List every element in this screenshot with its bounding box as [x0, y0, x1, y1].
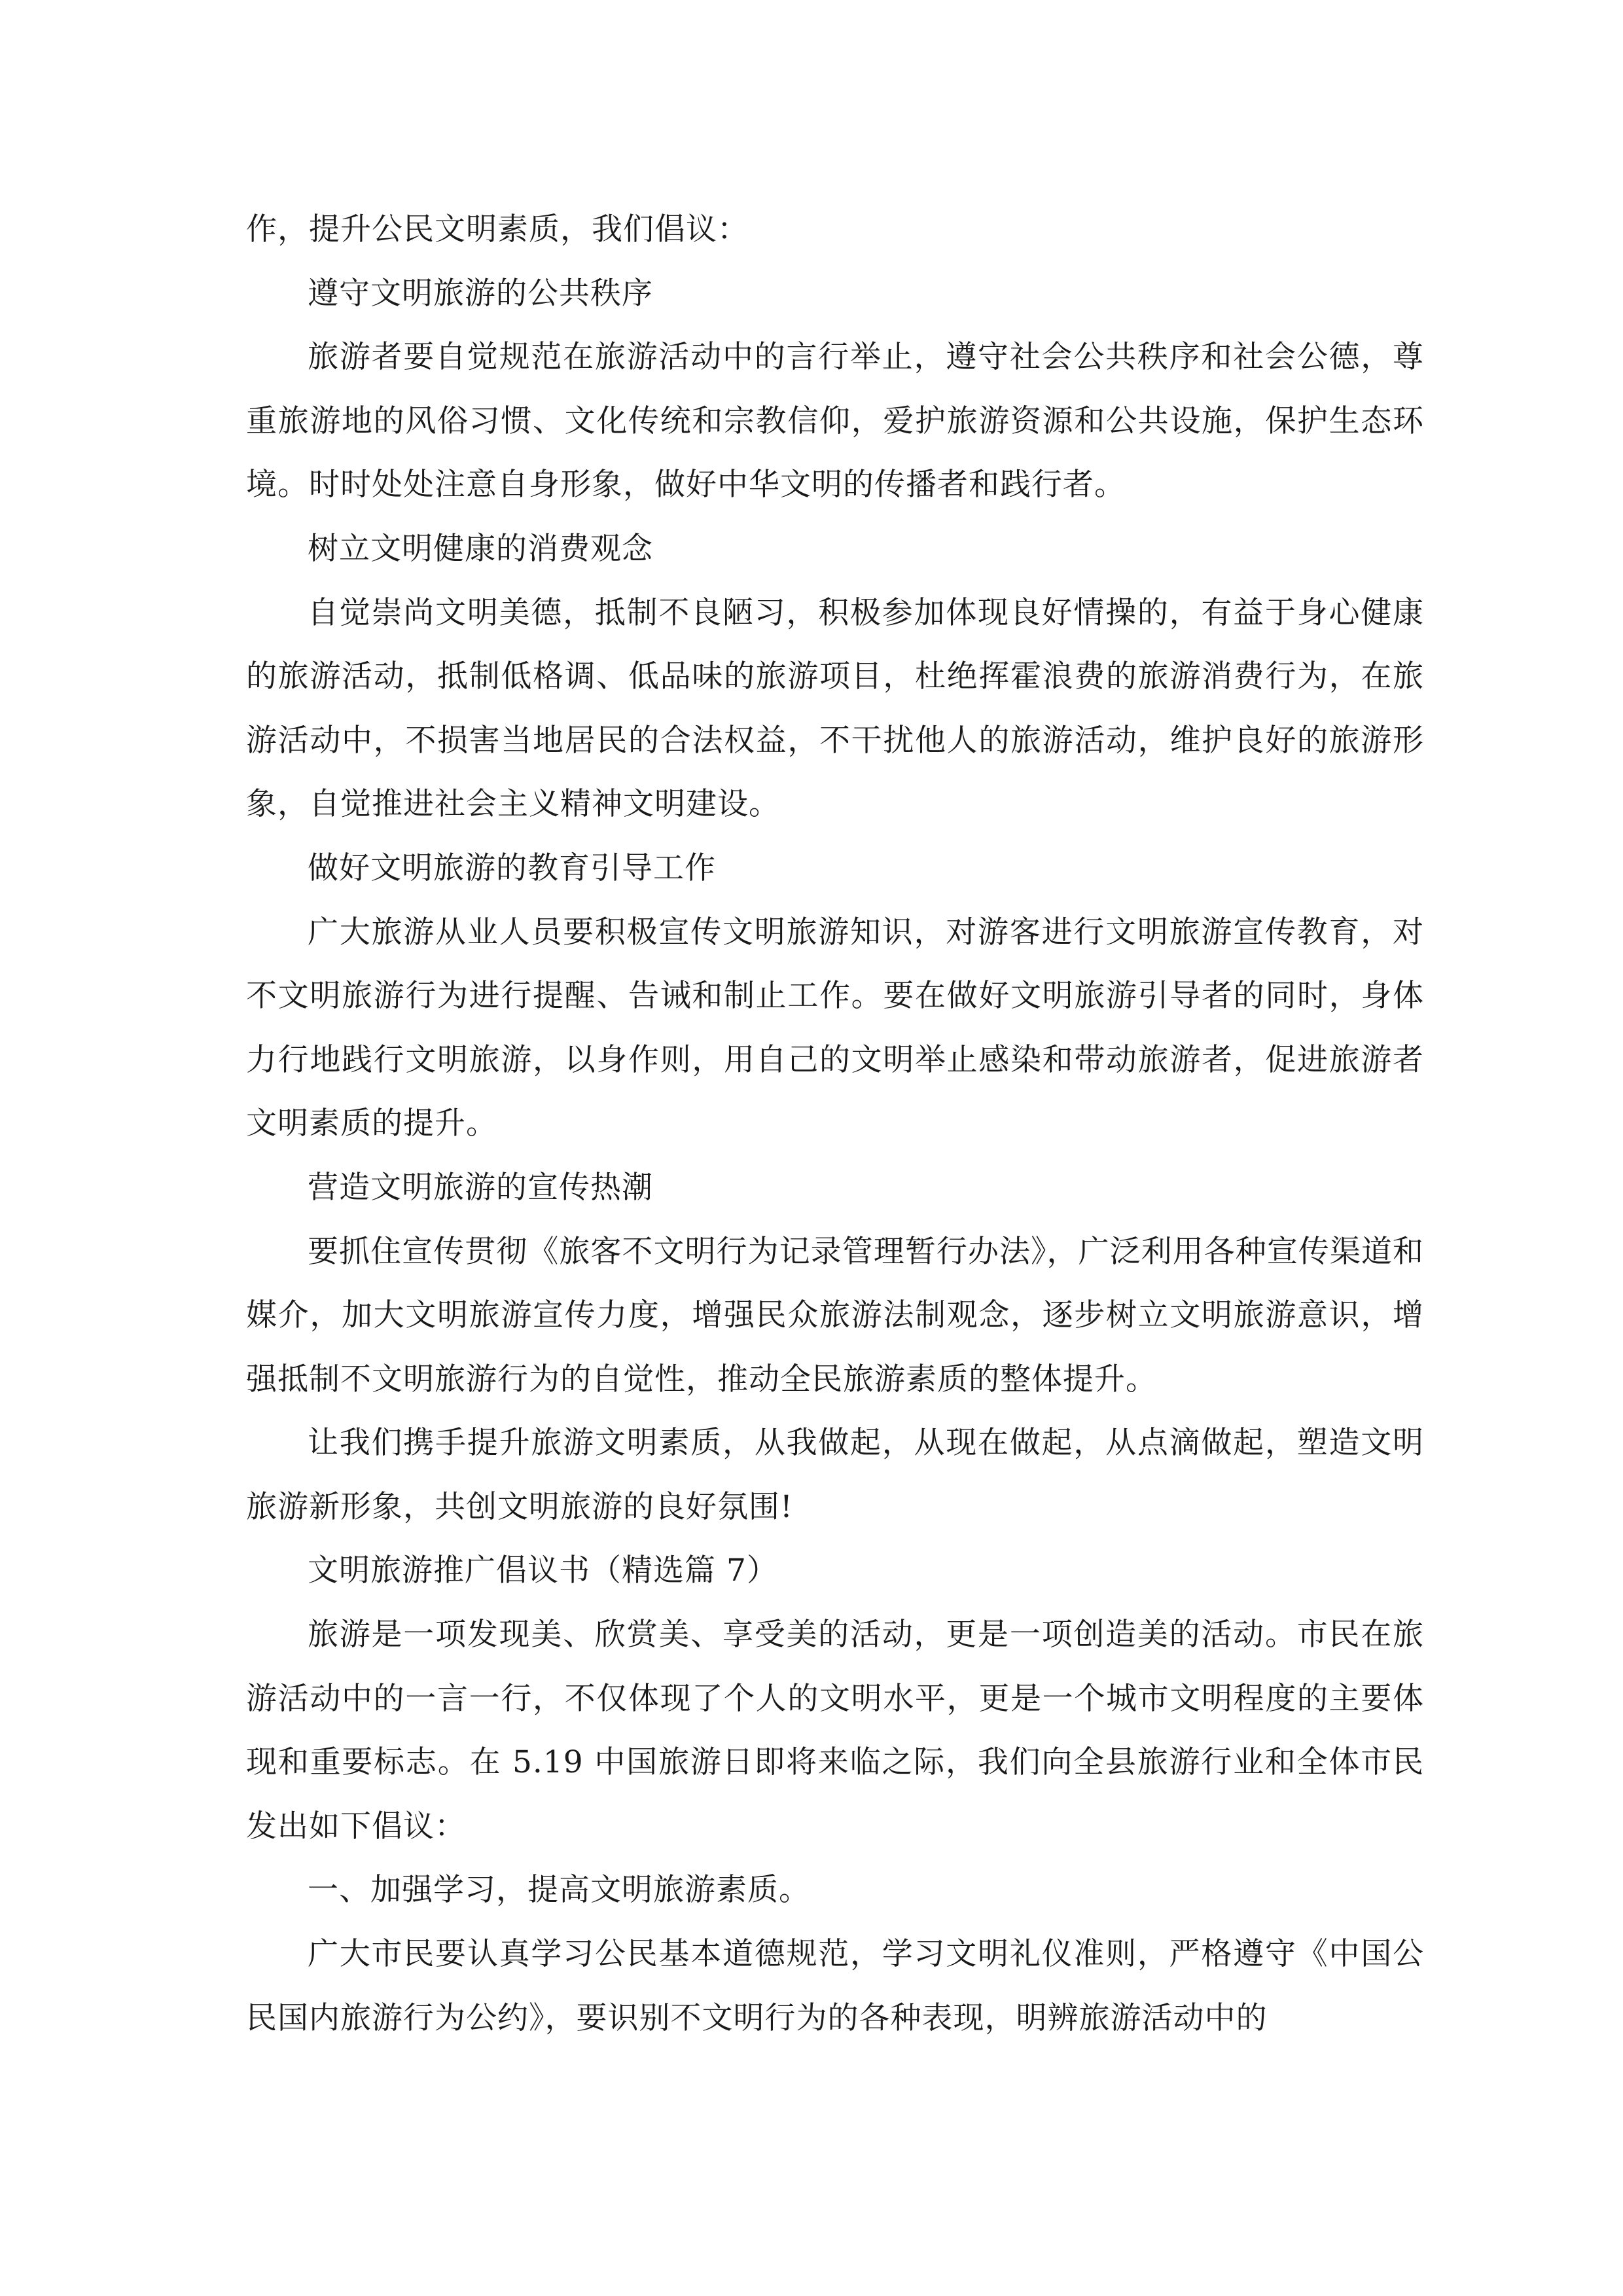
paragraph-continuation: 作，提升公民文明素质，我们倡议： [246, 211, 749, 247]
paragraph-study: 广大市民要认真学习公民基本道德规范，学习文明礼仪准则，严格遵守《中国公民国内旅游行为公约》，要识别不文明行为的各种表现，明辨旅游活动中的 [246, 1936, 1424, 2036]
paragraph-consumption: 自觉崇尚文明美德，抵制不良陋习，积极参加体现良好情操的，有益于身心健康的旅游活动，抵制低格调、低品味的旅游项目，杜绝挥霍浪费的旅游消费行为，在旅游活动中，不损害当地居民的合法权益，不干扰他人的旅游活动，维护良好的旅游形象，自觉推进社会主义精神文明建设。 [246, 594, 1424, 823]
paragraph-public-order: 旅游者要自觉规范在旅游活动中的言行举止，遵守社会公共秩序和社会公德，尊重旅游地的风俗习惯、文化传统和宗教信仰，爱护旅游资源和公共设施，保护生态环境。时时处处注意自身形象，做好中华文明的传播者和践行者。 [246, 339, 1424, 503]
paragraph-education: 广大旅游从业人员要积极宣传文明旅游知识，对游客进行文明旅游宣传教育，对不文明旅游行为进行提醒、告诫和制止工作。要在做好文明旅游引导者的同时，身体力行地践行文明旅游，以身作则，用自己的文明举止感染和带动旅游者，促进旅游者文明素质的提升。 [246, 914, 1424, 1142]
paragraph-publicity: 要抓住宣传贯彻《旅客不文明行为记录管理暂行办法》，广泛利用各种宣传渠道和媒介，加大文明旅游宣传力度，增强民众旅游法制观念，逐步树立文明旅游意识，增强抵制不文明旅游行为的自觉性，推动全民旅游素质的整体提升。 [246, 1233, 1424, 1397]
section-heading-consumption: 树立文明健康的消费观念 [308, 530, 653, 567]
paragraph-intro: 旅游是一项发现美、欣赏美、享受美的活动，更是一项创造美的活动。市民在旅游活动中的一言一行，不仅体现了个人的文明水平，更是一个城市文明程度的主要体现和重要标志。在 5.19 中国旅游日即将来临之际，我们向全县旅游行业和全体市民发出如下倡议： [246, 1617, 1424, 1844]
paragraph-closing: 让我们携手提升旅游文明素质，从我做起，从现在做起，从点滴做起，塑造文明旅游新形象，共创文明旅游的良好氛围! [246, 1425, 1424, 1525]
section-heading-education: 做好文明旅游的教育引导工作 [308, 850, 716, 886]
section-heading-study: 一、加强学习，提高文明旅游素质。 [308, 1872, 810, 1909]
section-heading-public-order: 遵守文明旅游的公共秩序 [308, 275, 653, 312]
section-heading-publicity: 营造文明旅游的宣传热潮 [308, 1169, 653, 1206]
document-body [246, 198, 1424, 2050]
article-title: 文明旅游推广倡议书（精选篇 7） [308, 1552, 778, 1589]
